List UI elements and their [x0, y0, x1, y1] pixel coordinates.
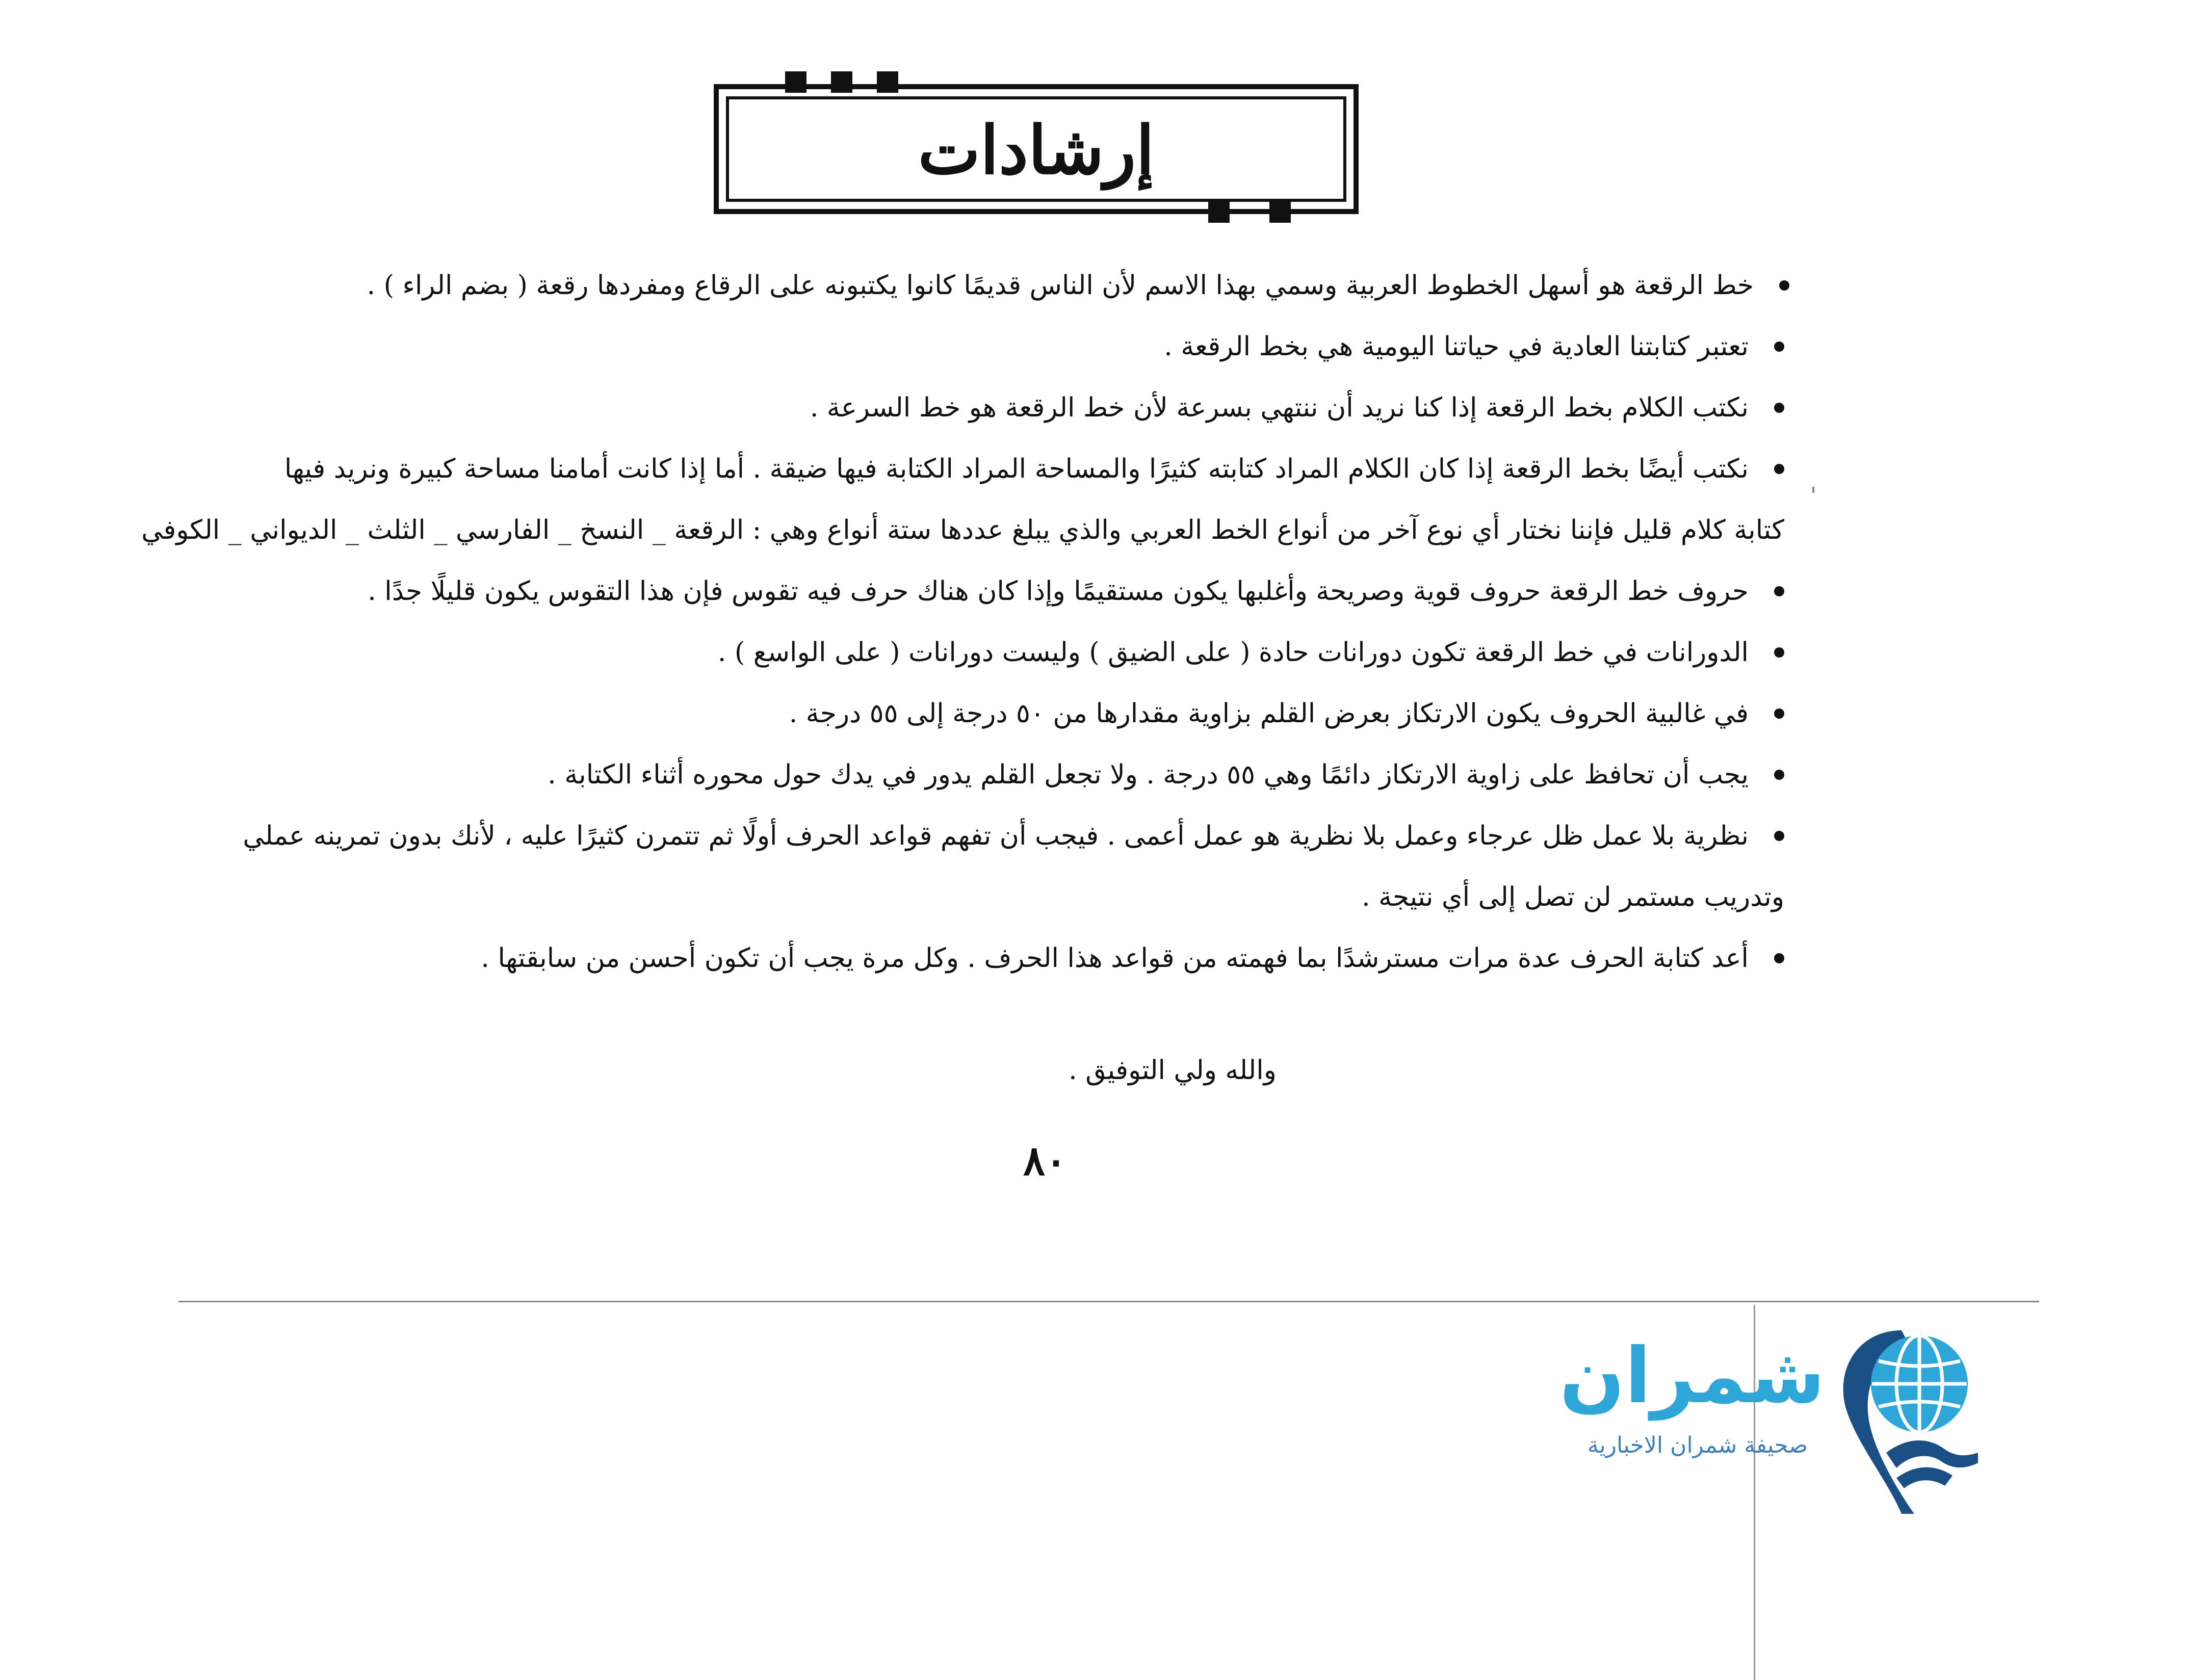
guideline-item: [255, 255, 1789, 316]
guideline-text: تعتبر كتابتنا العادية في حياتنا اليومية هي بخط الرقعة .: [1164, 331, 1749, 362]
frame-ornament: [1208, 201, 1230, 223]
guideline-item: [255, 928, 1784, 989]
guideline-text-continued: كتابة كلام قليل فإننا نختار أي نوع آخر من أنواع الخط العربي والذي يبلغ عددها ستة أنواع وهي : الرقعة _ النسخ _ الفارسي _ الثلث _ الديواني _ الكوفي: [141, 515, 1784, 545]
logo-subtitle: صحيفة شمران الاخبارية: [1587, 1432, 1808, 1458]
frame-ornament: [1269, 201, 1291, 223]
guideline-text-continued: وتدريب مستمر لن تصل إلى أي نتيجة .: [1362, 882, 1784, 912]
bullet-icon: [1774, 953, 1784, 963]
guideline-text: نظرية بلا عمل ظل عرجاء وعمل بلا نظرية هو عمل أعمى . فيجب أن تفهم قواعد الحرف أولًا ثم تتمرن كثيرًا عليه ، لأنك بدون تمرينه عملي: [243, 821, 1749, 851]
watermark-logo: [1559, 1310, 1988, 1524]
guideline-item: [255, 622, 1784, 683]
guideline-item: [255, 683, 1784, 744]
globe-pin-icon: [1825, 1310, 1988, 1524]
guideline-item: [243, 805, 1784, 928]
guideline-text: في غالبية الحروف يكون الارتكاز بعرض القلم بزاوية مقدارها من ٥٠ درجة إلى ٥٥ درجة .: [789, 698, 1749, 729]
frame-ornament: [785, 71, 806, 93]
bullet-icon: [1774, 708, 1784, 719]
frame-ornament: [831, 71, 852, 93]
logo-wordmark: شمران: [1559, 1332, 1825, 1421]
scan-mark: [1812, 487, 1814, 493]
guidelines-list: [141, 255, 1784, 989]
guideline-text: خط الرقعة هو أسهل الخطوط العربية وسمي بهذا الاسم لأن الناس قديمًا كانوا يكتبونه على الرقاع ومفردها رقعة ( بضم الراء ) .: [367, 270, 1754, 301]
bullet-icon: [1779, 280, 1789, 291]
bullet-icon: [1774, 647, 1784, 658]
guideline-text: أعد كتابة الحرف عدة مرات مسترشدًا بما فهمته من قواعد هذا الحرف . وكل مرة يجب أن تكون أحسن من سابقتها .: [481, 943, 1749, 974]
bullet-icon: [1774, 831, 1784, 841]
frame-ornament: [877, 71, 898, 93]
guideline-text: يجب أن تحافظ على زاوية الارتكاز دائمًا وهي ٥٥ درجة . ولا تجعل القلم يدور في يدك حول محوره أثناء الكتابة .: [548, 759, 1749, 790]
bullet-icon: [1774, 770, 1784, 780]
page-title: إرشادات: [918, 111, 1155, 189]
guideline-text: الدورانات في خط الرقعة تكون دورانات حادة ( على الضيق ) وليست دورانات ( على الواسع ) .: [717, 637, 1749, 668]
closing-phrase: والله ولي التوفيق .: [1069, 1055, 1277, 1086]
page-number: ٨٠: [1023, 1137, 1067, 1185]
bullet-icon: [1774, 342, 1784, 352]
guideline-text: نكتب الكلام بخط الرقعة إذا كنا نريد أن ننتهي بسرعة لأن خط الرقعة هو خط السرعة .: [810, 392, 1749, 423]
bullet-icon: [1774, 586, 1784, 596]
guideline-item: [255, 561, 1784, 622]
title-frame: [714, 84, 1359, 214]
scan-edge-horizontal: [178, 1301, 2039, 1302]
guideline-text: حروف خط الرقعة حروف قوية وصريحة وأغلبها يكون مستقيمًا وإذا كان هناك حرف فيه تقوس فإن هذا التقوس يكون قليلًا جدًا .: [368, 576, 1749, 607]
bullet-icon: [1774, 403, 1784, 413]
guideline-item: [255, 744, 1784, 805]
guideline-item: [255, 316, 1784, 377]
guideline-item: [141, 438, 1784, 561]
guideline-item: [255, 377, 1784, 438]
guideline-text: نكتب أيضًا بخط الرقعة إذا كان الكلام المراد كتابته كثيرًا والمساحة المراد الكتابة فيها ضيقة . أما إذا كانت أمامنا مساحة كبيرة ونريد فيها: [284, 454, 1749, 484]
bullet-icon: [1774, 464, 1784, 474]
